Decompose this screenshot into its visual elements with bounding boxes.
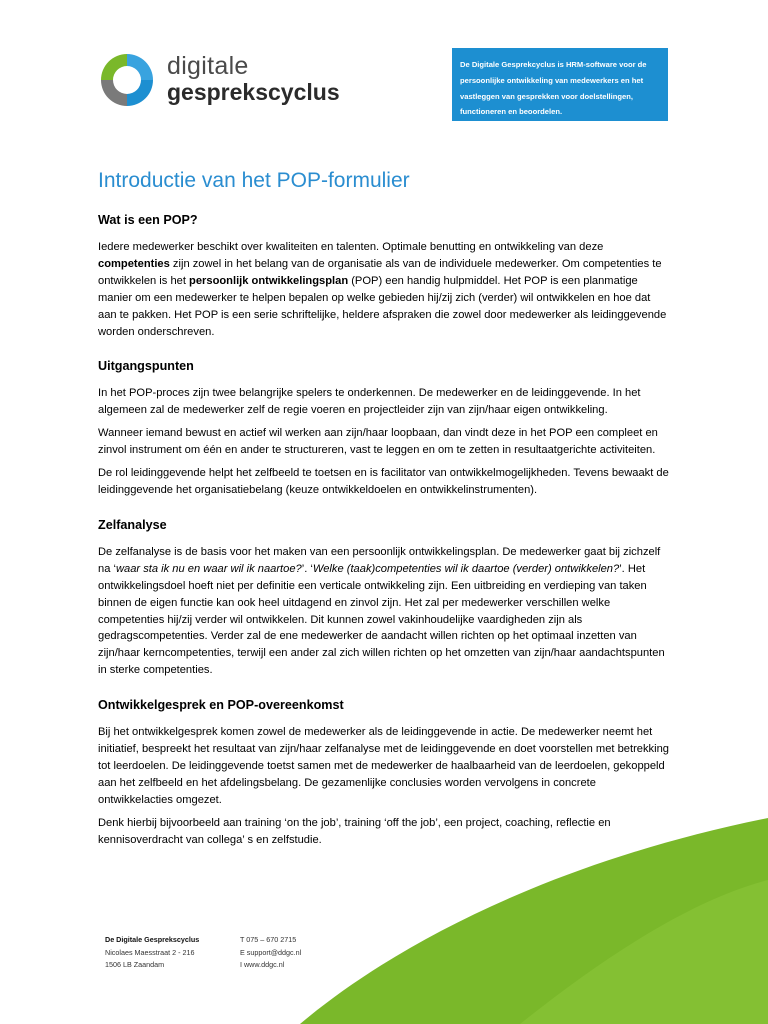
page-title: Introductie van het POP-formulier: [98, 169, 410, 192]
italic-question-2: Welke (taak)competenties wil ik daartoe (verder) ontwikkelen?: [312, 562, 620, 575]
bold-term-ontwikkelingsplan: persoonlijk ontwikkelingsplan: [189, 274, 349, 287]
header-info-box: De Digitale Gesprekcyclus is HRM-software voor de persoonlijke ontwikkeling van medewerkers en het vastleggen van gesprekken voor doelstellingen, functioneren en beoordelen.: [452, 48, 668, 121]
italic-question-1: waar sta ik nu en waar wil ik naartoe?: [115, 562, 302, 575]
text-run: (POP) een handig hulpmiddel. Het POP is een planmatige manier om een medewerker te helpen bepalen op welke gebieden hij/zij zich (verder) wil ontwikkelen en hoe dat aan te pakken. Het POP is een serie schriftelijke, heldere afspraken die zowel door medewerker als leidinggevende worden onderschreven.: [98, 274, 667, 338]
paragraph-uitgangspunten-3: De rol leidinggevende helpt het zelfbeeld te toetsen en is facilitator van ontwikkelmogelijkheden. Tevens bewaakt de leidinggevende het organisatiebelang (keuze ontwikkeldoelen en ontwikkelinstrumenten).: [98, 467, 669, 496]
paragraph-ontwikkelgesprek-1: Bij het ontwikkelgesprek komen zowel de medewerker als de leidinggevende in actie. De medewerker neemt het initiatief, bespreekt het resultaat van zijn/haar zelfanalyse met de leidinggevende en doet voorstellen met betrekking tot leerdoelen. De leidinggevende toetst samen met de medewerker de haalbaarheid van de leerdoelen, gekoppeld aan het zelfbeeld en het afdelingsbelang. De gezamenlijke conclusies worden vervolgens in concrete ontwikkelacties omgezet.: [98, 726, 669, 806]
logo: [97, 50, 367, 110]
paragraph-pop-intro: [98, 239, 670, 340]
bold-term-competenties: competenties: [98, 257, 170, 270]
footer-web-link[interactable]: I www.ddgc.nl: [240, 960, 285, 969]
paragraph-ontwikkelgesprek-2: Denk hierbij bijvoorbeeld aan training ‘on the job’, training ‘off the job’, een project, coaching, reflectie en kennisoverdracht van collega’ s en zelfstudie.: [98, 816, 611, 846]
footer-city: 1506 LB Zaandam: [105, 960, 165, 969]
paragraph-zelfanalyse: [98, 544, 670, 679]
footer-company: De Digitale Gesprekscyclus: [105, 935, 200, 944]
text-run: Iedere medewerker beschikt over kwaliteiten en talenten. Optimale benutting en ontwikkeling van deze: [98, 241, 604, 253]
logo-word-gesprekscyclus: gesprekscyclus: [167, 79, 340, 105]
footer-street: Nicolaes Maesstraat 2 - 216: [105, 947, 195, 957]
paragraph-uitgangspunten-2: Wanneer iemand bewust en actief wil werken aan zijn/haar loopbaan, dan vindt deze in het POP een compleet en zinvol instrument om één en ander te structureren, vast te leggen en om te zetten in resultaatgerichte activiteiten.: [98, 427, 658, 457]
footer-phone: T 075 – 670 2715: [240, 935, 297, 944]
text-run: ’. Het ontwikkelingsdoel hoeft niet per definitie een verticale ontwikkeling zijn. Een uitbreiding en verdieping van taken binnen de eigen functie kan ook heel uitdagend en zinvol zijn. Het zal per medewerker verschillen welke competenties hij/zij verder wil ontwikkelen. Dit kunnen zowel vakinhoudelijke vaardigheden zijn als gedragscompetenties. Verder zal de ene medewerker de aandacht willen richten op het optimaal inzetten van zijn/haar kerncompetenties, terwijl een ander zal zich willen richten op het omzetten van zijn/haar aandachtspunten in sterke competenties.: [98, 562, 665, 677]
logo-word-digitale: digitale: [167, 52, 249, 80]
text-run: ’. ‘: [301, 562, 313, 575]
footer-email-link[interactable]: E support@ddgc.nl: [240, 947, 302, 957]
document-body: [98, 212, 670, 854]
footer-address: [105, 934, 199, 972]
section-heading-ontwikkelgesprek: Ontwikkelgesprek en POP-overeenkomst: [98, 698, 344, 713]
section-heading-wat-is-een-pop: Wat is een POP?: [98, 213, 198, 227]
section-heading-zelfanalyse: Zelfanalyse: [98, 517, 167, 532]
logo-cycle-icon: [97, 50, 157, 110]
paragraph-uitgangspunten-1: In het POP-proces zijn twee belangrijke spelers te onderkennen. De medewerker en de leidinggevende. In het algemeen zal de medewerker zelf de regie voeren en projectleider zijn van zijn/haar eigen ontwikkeling.: [98, 387, 641, 417]
text-run: zijn zowel in het belang van de organisatie als van de individuele medewerker. Om competenties te ontwikkelen is het: [98, 257, 662, 287]
text-run: De zelfanalyse is de basis voor het maken van een persoonlijk ontwikkelingsplan. De medewerker gaat bij zichzelf na ‘: [98, 545, 661, 575]
section-heading-uitgangspunten: Uitgangspunten: [98, 359, 194, 374]
footer-contact: [240, 934, 301, 972]
